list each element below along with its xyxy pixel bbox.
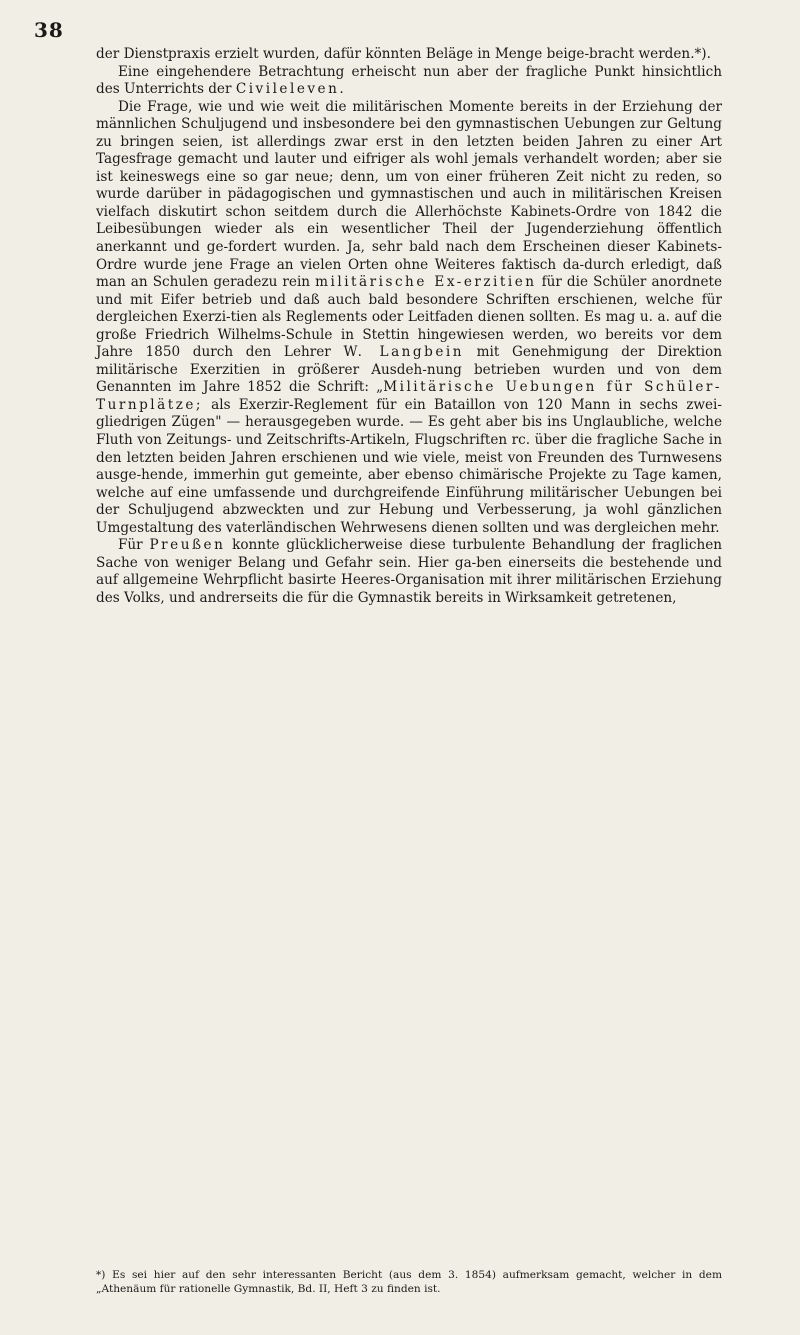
paragraph	[96, 99, 722, 538]
paragraph-text: als Exerzir-Reglement für ein Bataillon von 120 Mann in sechs zwei-gliedrigen Zügen" — herausgegeben wurde. — Es geht aber bis ins Unglaubliche, welche Fluth von Zeitungs- und Zeitschrifts-Artikeln, Flugschriften rc. über die fragliche Sache in den letzten beiden Jahren erschienen und wie viele, meist von Freunden des Turnwesens ausge-hende, immerhin gut gemeinte, aber ebenso chimärische Projekte zu Tage kamen, welche auf eine umfassende und durchgreifende Einführung militärischer Uebungen bei der Schuljugend abzweckten und zur Hebung und Verbesserung, ja wohl gänzlichen Umgestaltung des vaterländischen Wehrwesens dienen sollten und was dergleichen mehr.	[96, 396, 722, 536]
paragraph	[96, 537, 722, 607]
footnote: *) Es sei hier auf den sehr interessanten Bericht (aus dem 3. 1854) aufmerksam gemacht, welcher in dem „Athenäum für rationelle Gymnastik, Bd. II, Heft 3 zu finden ist.	[96, 1269, 722, 1295]
page-number: 38	[34, 18, 64, 42]
body-text	[96, 46, 722, 608]
paragraph-text: mit Genehmigung der Direktion militärische Exerzitien in größerer Ausdeh-nung betrieben wurden und von dem Genannten im Jahre 1852 die Schrift: „	[96, 344, 722, 396]
spaced-emphasis-text: Militärische Uebungen für Schüler-Turnplätze;	[96, 379, 722, 413]
spaced-emphasis-text: Preußen	[149, 537, 226, 554]
paragraph-text: Für	[118, 537, 150, 554]
paragraph-text: Die Frage, wie und wie weit die militärischen Momente bereits in der Erziehung der männlichen Schuljugend und insbesondere bei den gymnastischen Uebungen zur Geltung zu bringen seien, ist allerdings zwar erst in den letzten beiden Jahren zu einer Art Tagesfrage gemacht und lauter und eifriger als wohl jemals verhandelt worden; aber sie ist keineswegs eine so gar neue; denn, um von einer früheren Zeit nicht zu reden, so wurde darüber in pädagogischen und gymnastischen und auch in militärischen Kreisen vielfach diskutirt schon seitdem durch die Allerhöchste Kabinets-Ordre von 1842 die Leibesübungen wieder als ein wesentlicher Theil der Jugenderziehung öffentlich anerkannt und ge-fordert wurden. Ja, sehr bald nach dem Erscheinen dieser Kabinets-Ordre wurde jene Frage an vielen Orten ohne Weiteres faktisch da-durch erledigt, daß man an Schulen geradezu rein	[96, 98, 722, 291]
spaced-emphasis-text: militärische Ex-erzitien	[315, 274, 537, 291]
paragraph-text: der Dienstpraxis erzielt wurden, dafür könnten Beläge in Menge beige-bracht werden.*).	[96, 46, 711, 62]
paragraph-text: Eine eingehendere Betrachtung erheischt nun aber der fragliche Punkt hinsichtlich des Unterrichts der	[96, 63, 722, 98]
paragraph	[96, 64, 722, 99]
paragraph-text: für die Schüler anordnete und mit Eifer betrieb und daß auch bald besondere Schriften erschienen, welche für dergleichen Exerzi-tien als Reglements oder Leitfaden dienen sollten. Es mag u. a. auf die große Friedrich Wilhelms-Schule in Stettin hingewiesen werden, wo bereits vor dem Jahre 1850 durch den Lehrer	[96, 274, 722, 361]
paragraph-text: konnte glücklicherweise diese turbulente Behandlung der fraglichen Sache von weniger Belang und Gefahr sein. Hier ga-ben einerseits die bestehende und auf allgemeine Wehrpflicht basirte Heeres-Organisation mit ihrer militärischen Erziehung des Volks, und andrerseits die für die Gymnastik bereits in Wirksamkeit getretenen,	[96, 537, 722, 606]
spaced-emphasis-text: W. Langbein	[343, 344, 464, 361]
spaced-emphasis-text: Civileleven.	[235, 81, 347, 98]
paragraph	[96, 46, 722, 64]
